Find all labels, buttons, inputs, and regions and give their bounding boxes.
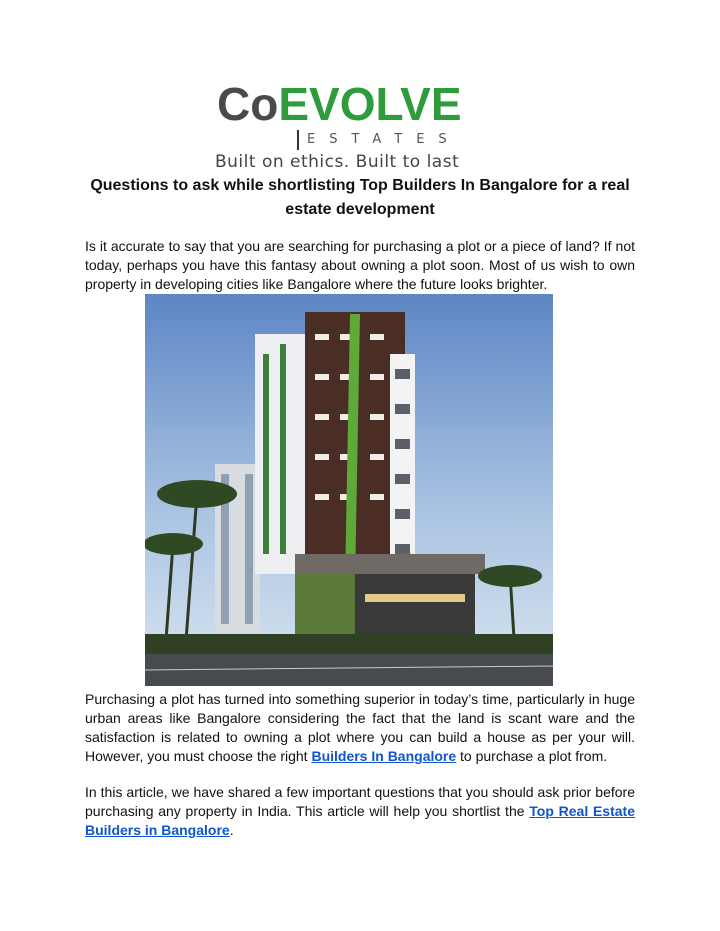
intro-paragraph: Is it accurate to say that you are searching for purchasing a plot or a piece of land? If not today, perhaps you have this fantasy about owning a plot soon. Most of us wish to own property in developing cities like Bangalore where the future looks brighter. [85, 238, 635, 292]
company-logo [205, 78, 525, 173]
logo-wordmark [217, 78, 462, 130]
paragraph3-text-after: . [229, 822, 234, 838]
builders-in-bangalore-link[interactable]: Builders In Bangalore [311, 748, 457, 764]
body-paragraph-3 [85, 783, 635, 840]
logo-tagline: Built on ethics. Built to last [215, 152, 460, 172]
paragraph2-text-before: Purchasing a plot has turned into something superior in today’s time, particularly in huge urban areas like Bangalore considering the fact that the land is scant ware and the satisfaction is related to owning a plot where you can build a house as per your will. However, you must choose the right [85, 691, 635, 764]
paragraph3-text-before: In this article, we have shared a few important questions that you should ask prior before purchasing any property in India. This article will help you shortlist the [85, 784, 635, 819]
building-photo [145, 294, 553, 686]
logo-subtitle: ESTATES [297, 130, 461, 150]
logo-brand-prefix: Co [217, 78, 279, 130]
body-paragraph-2 [85, 690, 635, 766]
document-title: Questions to ask while shortlisting Top Builders In Bangalore for a real estate development [90, 177, 630, 218]
paragraph2-text-after: to purchase a plot from. [456, 748, 608, 764]
logo-brand-main: EVOLVE [278, 78, 462, 130]
top-real-estate-builders-link[interactable]: Top Real Estate Builders in Bangalore [85, 803, 635, 838]
